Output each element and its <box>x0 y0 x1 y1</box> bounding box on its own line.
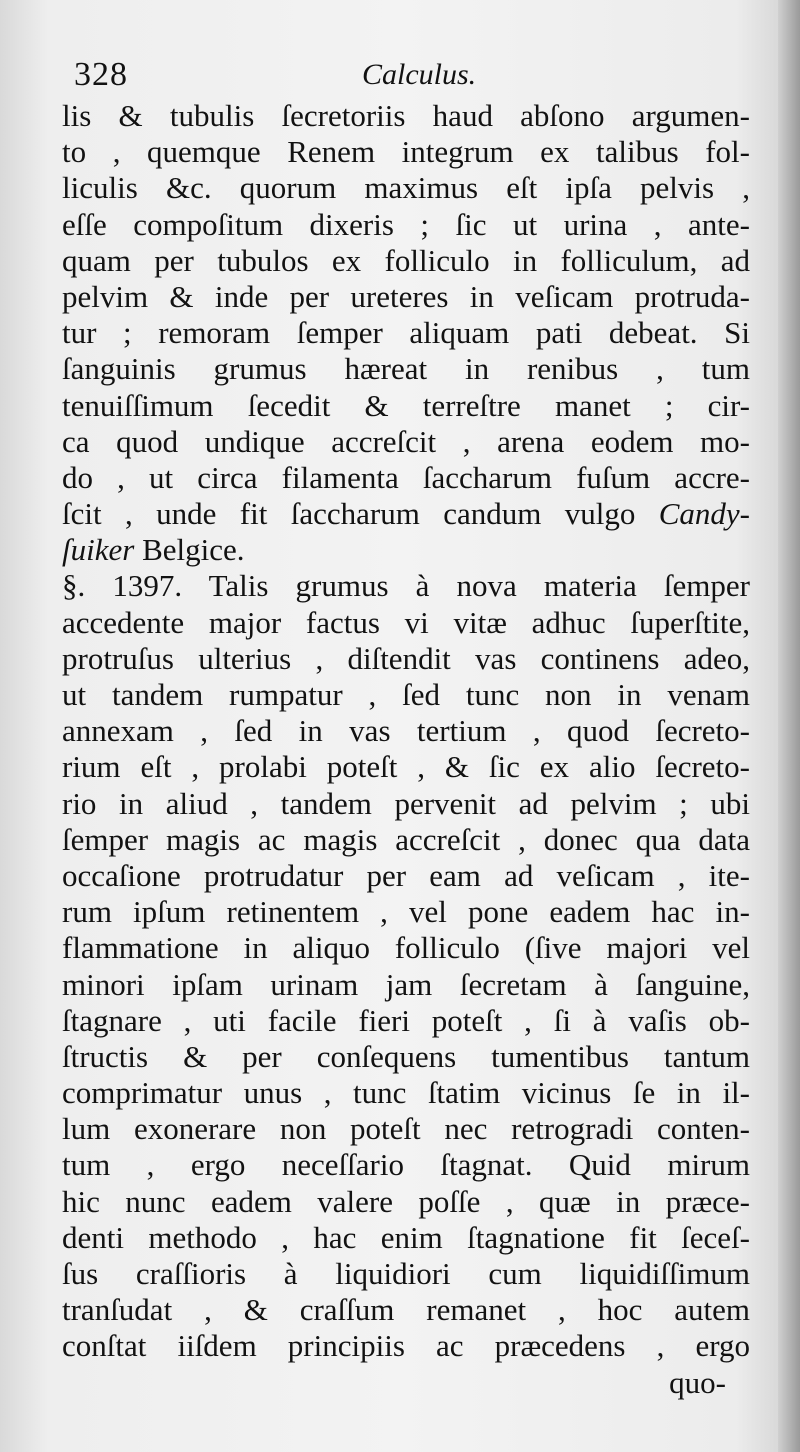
text-line: accedente major factus vi vitæ adhuc ſuperſtite, <box>62 604 750 640</box>
catchword: quo- <box>669 1364 726 1400</box>
text-line: lum exonerare non poteſt nec retrogradi conten- <box>62 1111 750 1147</box>
text-line: tum , ergo neceſſario ſtagnat. Quid mirum <box>62 1147 750 1183</box>
italic-word: Candy- <box>658 496 750 532</box>
text-line: ca quod undique accreſcit , arena eodem mo- <box>62 423 750 459</box>
text-line <box>62 496 750 532</box>
text-line: ſtagnare , uti facile fieri poteſt , ſi à vaſis ob- <box>62 1002 750 1038</box>
text-line <box>62 532 750 568</box>
running-title: Calculus. <box>362 58 477 91</box>
text-line: eſſe compoſitum dixeris ; ſic ut urina , ante- <box>62 206 750 242</box>
text-segment: ſcit , unde fit ſaccharum candum vulgo <box>62 496 636 532</box>
page-number: 328 <box>74 56 128 93</box>
text-line: denti methodo , hac enim ſtagnatione fit ſeceſ- <box>62 1219 750 1255</box>
text-line: §. 1397. Talis grumus à nova materia ſemper <box>62 568 750 604</box>
text-line: rio in aliud , tandem pervenit ad pelvim ; ubi <box>62 785 750 821</box>
text-line: quam per tubulos ex folliculo in folliculum, ad <box>62 242 750 278</box>
text-segment: Belgice. <box>142 532 245 568</box>
italic-word: ſuiker <box>62 532 135 568</box>
text-line: flammatione in aliquo folliculo (ſive majori vel <box>62 930 750 966</box>
text-line: do , ut circa filamenta ſaccharum fuſum accre- <box>62 459 750 495</box>
text-line: protruſus ulterius , diſtendit vas continens adeo, <box>62 640 750 676</box>
text-line: to , quemque Renem integrum ex talibus fol- <box>62 134 750 170</box>
text-line: tur ; remoram ſemper aliquam pati debeat. Si <box>62 315 750 351</box>
text-line: rium eſt , prolabi poteſt , & ſic ex alio ſecreto- <box>62 749 750 785</box>
text-line: minori ipſam urinam jam ſecretam à ſanguine, <box>62 966 750 1002</box>
text-line: tenuiſſimum ſecedit & terreſtre manet ; cir- <box>62 387 750 423</box>
body-text <box>62 98 750 1401</box>
text-line: ſanguinis grumus hæreat in renibus , tum <box>62 351 750 387</box>
text-line: annexam , ſed in vas tertium , quod ſecreto- <box>62 713 750 749</box>
text-line: pelvim & inde per ureteres in veſicam protruda- <box>62 278 750 314</box>
text-line: occaſione protrudatur per eam ad veſicam , ite- <box>62 857 750 893</box>
text-line: ſus craſſioris à liquidiori cum liquidiſſimum <box>62 1256 750 1291</box>
text-line: lis & tubulis ſecretoriis haud abſono argumen- <box>62 98 750 133</box>
text-line: ut tandem rumpatur , ſed tunc non in venam <box>62 677 750 712</box>
running-head <box>62 52 750 96</box>
text-line: liculis &c. quorum maximus eſt ipſa pelvis , <box>62 170 750 206</box>
page-edge-shadow <box>778 0 800 1452</box>
text-line: comprimatur unus , tunc ſtatim vicinus ſe in il- <box>62 1075 750 1111</box>
paragraph-1 <box>62 98 750 568</box>
paragraph-2 <box>62 568 750 1364</box>
text-line: hic nunc eadem valere poſſe , quæ in præce- <box>62 1183 750 1219</box>
text-line: conſtat iiſdem principiis ac præcedens , ergo <box>62 1328 750 1364</box>
text-line: rum ipſum retinentem , vel pone eadem hac in- <box>62 894 750 930</box>
text-line: ſtructis & per conſequens tumentibus tantum <box>62 1038 750 1074</box>
text-line: tranſudat , & craſſum remanet , hoc autem <box>62 1292 750 1328</box>
text-line: ſemper magis ac magis accreſcit , donec qua data <box>62 821 750 857</box>
